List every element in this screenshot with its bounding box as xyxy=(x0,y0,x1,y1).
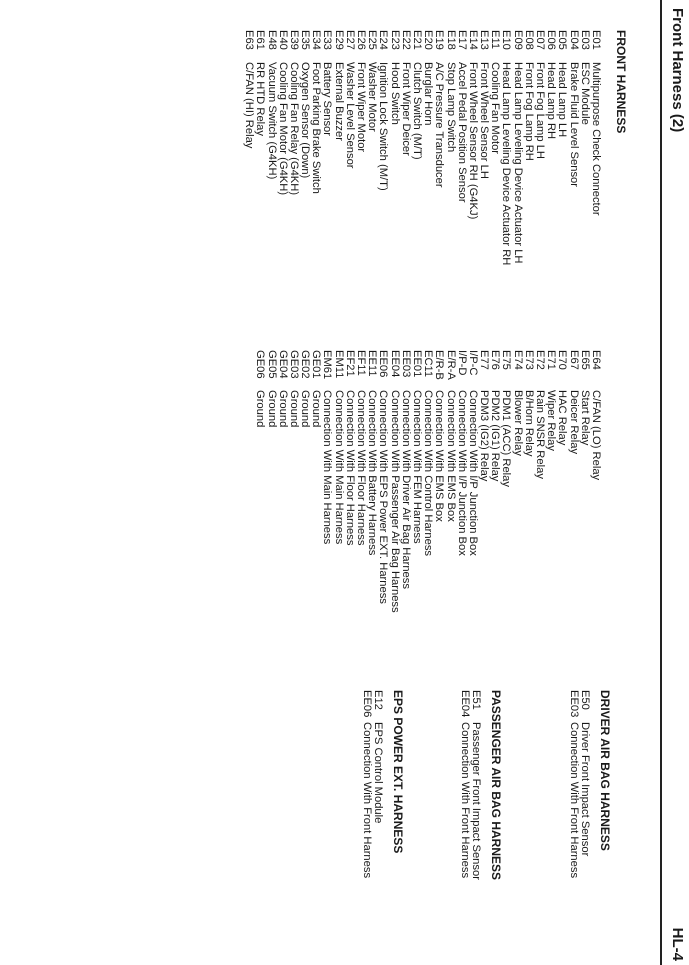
list-item xyxy=(545,350,556,660)
list-item xyxy=(344,350,355,660)
list-item xyxy=(478,350,489,660)
connector-description: Cooling Fan Relay (G4KH) xyxy=(287,62,300,196)
list-item xyxy=(489,30,500,360)
connector-code: E20 xyxy=(422,30,435,50)
header-band xyxy=(660,0,689,965)
list-item xyxy=(556,350,567,660)
connector-code: E04 xyxy=(567,30,580,50)
connector-description: Connection With Main Harness xyxy=(332,390,345,545)
connector-code: EE03 xyxy=(567,690,580,718)
connector-description: PDM2 (IG1) Relay xyxy=(489,390,502,482)
connector-code: E71 xyxy=(545,350,558,370)
connector-description: Ground xyxy=(310,390,323,428)
connector-description: Brake Fluid Level Sensor xyxy=(567,62,580,187)
connector-code: I/P-C xyxy=(466,350,479,376)
connector-code: E65 xyxy=(578,350,591,370)
connector-description: Front Wheel Sensor RH (G4KJ) xyxy=(466,62,479,220)
connector-code: EM61 xyxy=(321,350,334,380)
list-item xyxy=(433,350,444,660)
connector-code: E33 xyxy=(321,30,334,50)
list-item xyxy=(372,690,383,950)
connector-description: Hood Switch xyxy=(388,62,401,125)
list-item xyxy=(299,30,310,360)
connector-description: Connection With EMS Box xyxy=(433,390,446,522)
list-item xyxy=(545,30,556,360)
connector-code: GE05 xyxy=(265,350,278,379)
connector-description: Blower Relay xyxy=(511,390,524,456)
list-item xyxy=(254,350,265,660)
connector-code: EC11 xyxy=(422,350,435,378)
connector-code: E39 xyxy=(287,30,300,50)
connector-description: C/FAN (HI) Relay xyxy=(243,62,256,149)
connector-code: E18 xyxy=(444,30,457,50)
connector-code: E72 xyxy=(534,350,547,370)
passenger-air-bag-heading: PASSENGER AIR BAG HARNESS xyxy=(489,690,503,881)
list-item xyxy=(388,350,399,660)
connector-description: Ground xyxy=(276,390,289,428)
list-item xyxy=(310,350,321,660)
list-item xyxy=(590,30,601,360)
connector-description: Connection With Front Harness xyxy=(360,722,373,879)
list-item xyxy=(444,30,455,360)
connector-code: EE06 xyxy=(360,690,373,718)
connector-description: Connection With Control Harness xyxy=(422,390,435,557)
list-item xyxy=(567,30,578,360)
connector-description: Cooling Fan Motor xyxy=(489,62,502,155)
list-item xyxy=(333,350,344,660)
connector-code: E11 xyxy=(489,30,502,50)
page-title: Front Harness (2) xyxy=(669,8,686,133)
connector-description: Connection With Front Harness xyxy=(458,722,471,879)
front-harness-list-col1 xyxy=(243,30,601,360)
connector-code: E50 xyxy=(579,690,591,710)
front-harness-list-col2 xyxy=(254,350,601,660)
connector-code: E63 xyxy=(243,30,256,50)
list-item xyxy=(400,350,411,660)
connector-code: E40 xyxy=(276,30,289,50)
connector-code: E61 xyxy=(254,30,267,50)
list-item xyxy=(556,30,567,360)
list-item xyxy=(411,350,422,660)
connector-description: Wiper Relay xyxy=(545,390,558,451)
list-item xyxy=(277,350,288,660)
page-number: HL-4 xyxy=(669,927,686,961)
connector-description: Front Fog Lamp LH xyxy=(534,62,547,160)
connector-code: E73 xyxy=(522,350,535,370)
connector-description: PDM3 (IG2) Relay xyxy=(478,390,491,482)
connector-code: E12 xyxy=(372,690,384,710)
connector-description: C/FAN (LO) Relay xyxy=(590,390,602,481)
connector-description: Burglar Horn xyxy=(422,62,435,126)
connector-description: Deicer Relay xyxy=(567,390,580,455)
eps-power-ext-heading: EPS POWER EXT. HARNESS xyxy=(391,690,405,854)
connector-description: B/Horn Relay xyxy=(522,390,535,457)
connector-description: Head Lamp LH xyxy=(556,62,569,138)
list-item xyxy=(422,30,433,360)
connector-code: EE11 xyxy=(366,350,379,377)
connector-description: HAC Relay xyxy=(556,390,569,446)
connector-code: E08 xyxy=(522,30,535,50)
connector-description: Ground xyxy=(265,390,278,428)
list-item xyxy=(433,30,444,360)
connector-code: EF21 xyxy=(343,350,356,377)
connector-description: Head Lamp Leveling Device Actuator RH xyxy=(500,62,513,266)
connector-code: E19 xyxy=(433,30,446,50)
front-harness-heading: FRONT HARNESS xyxy=(614,30,628,134)
connector-description: Connection With EMS Box xyxy=(444,390,457,522)
connector-code: EM11 xyxy=(332,350,345,379)
connector-description: Connection With Floor Harness xyxy=(343,390,356,546)
list-item xyxy=(467,30,478,360)
connector-code: E/R-B xyxy=(433,350,446,380)
connector-code: GE04 xyxy=(276,350,289,379)
connector-code: GE03 xyxy=(287,350,300,379)
list-item xyxy=(467,350,478,660)
list-item xyxy=(388,30,399,360)
list-item xyxy=(568,690,579,950)
connector-description: Connection With Floor Harness xyxy=(355,390,368,546)
list-item xyxy=(523,30,534,360)
connector-description: RR HTD Relay xyxy=(254,62,267,136)
list-item xyxy=(265,350,276,660)
connector-description: Connection With EPS Power EXT. Harness xyxy=(377,390,390,604)
list-item xyxy=(512,30,523,360)
driver-air-bag-heading: DRIVER AIR BAG HARNESS xyxy=(598,690,612,851)
connector-description: EPS Control Module xyxy=(372,722,384,824)
connector-description: Front Wheel Sensor LH xyxy=(478,62,491,179)
connector-code: GE02 xyxy=(299,350,312,379)
connector-code: E01 xyxy=(590,30,602,50)
connector-code: GE01 xyxy=(310,350,323,379)
connector-description: Ground xyxy=(287,390,300,428)
list-item xyxy=(366,30,377,360)
list-item xyxy=(344,30,355,360)
list-item xyxy=(579,30,590,360)
list-item xyxy=(523,350,534,660)
list-item xyxy=(333,30,344,360)
list-item xyxy=(489,350,500,660)
list-item xyxy=(500,30,511,360)
connector-description: Battery Sensor xyxy=(321,62,334,136)
list-item xyxy=(377,350,388,660)
connector-description: Ignition Lock Switch (M/T) xyxy=(377,62,390,191)
connector-description: Multipurpose Check Connector xyxy=(590,62,602,216)
connector-description: Vacuum Switch (G4KH) xyxy=(265,62,278,180)
connector-description: A/C Pressure Transducer xyxy=(433,62,446,188)
list-item xyxy=(411,30,422,360)
connector-description: Cooling Fan Motor (G4KH) xyxy=(276,62,289,196)
list-item xyxy=(277,30,288,360)
list-item xyxy=(321,350,332,660)
list-item xyxy=(567,350,578,660)
connector-description: Connection With Battery Harness xyxy=(366,390,379,556)
connector-description: Connection With Driver Air Bag Harness xyxy=(399,390,412,589)
connector-description: Ground xyxy=(254,390,267,428)
connector-description: Connection With Front Harness xyxy=(567,722,580,879)
connector-code: EE03 xyxy=(399,350,412,378)
passenger-air-bag-list xyxy=(459,690,481,950)
list-item xyxy=(355,30,366,360)
connector-code: E05 xyxy=(556,30,569,50)
connector-code: E14 xyxy=(466,30,479,50)
connector-code: E70 xyxy=(556,350,569,370)
connector-code: E07 xyxy=(534,30,547,50)
list-item xyxy=(254,30,265,360)
connector-description: Head Lamp Leveling Device Actuator LH xyxy=(511,62,524,264)
list-item xyxy=(243,30,254,360)
list-item xyxy=(500,350,511,660)
connector-description: Front Fog Lamp RH xyxy=(522,62,535,161)
list-item xyxy=(456,350,467,660)
list-item xyxy=(422,350,433,660)
connector-description: Accel Pedal Position Sensor xyxy=(455,62,468,203)
connector-description: Head Lamp RH xyxy=(545,62,558,140)
connector-code: E/R-A xyxy=(444,350,457,380)
connector-code: E03 xyxy=(578,30,591,50)
connector-description: ESC Module xyxy=(578,62,591,125)
connector-code: E22 xyxy=(399,30,412,50)
list-item xyxy=(321,30,332,360)
connector-description: Foot Parking Brake Switch xyxy=(310,62,323,194)
list-item xyxy=(400,30,411,360)
connector-code: E27 xyxy=(343,30,356,50)
connector-description: Driver Front Impact Sensor xyxy=(579,722,591,857)
connector-code: E34 xyxy=(310,30,323,50)
list-item xyxy=(459,690,470,950)
connector-code: E23 xyxy=(388,30,401,50)
list-item xyxy=(366,350,377,660)
connector-code: E10 xyxy=(500,30,513,50)
connector-description: Clutch Switch (M/T) xyxy=(411,62,423,160)
connector-description: Oxygen Sensor (Down) xyxy=(299,62,312,179)
connector-code: E06 xyxy=(545,30,558,50)
connector-code: E09 xyxy=(511,30,524,50)
connector-code: E21 xyxy=(411,30,423,50)
connector-description: PDM1 (ACC) Relay xyxy=(500,390,513,487)
connector-code: EF11 xyxy=(355,350,368,376)
list-item xyxy=(310,30,321,360)
connector-description: Front Wiper Deicer xyxy=(399,62,412,156)
list-item xyxy=(288,350,299,660)
list-item xyxy=(534,30,545,360)
connector-code: E67 xyxy=(567,350,580,370)
list-item xyxy=(299,350,310,660)
connector-code: E35 xyxy=(299,30,312,50)
list-item xyxy=(361,690,372,950)
connector-description: Washer Level Sensor xyxy=(343,62,356,169)
driver-air-bag-list xyxy=(568,690,590,950)
connector-description: Passenger Front Impact Sensor xyxy=(470,722,482,880)
list-item xyxy=(478,30,489,360)
list-item xyxy=(579,350,590,660)
connector-code: E75 xyxy=(500,350,513,370)
list-item xyxy=(534,350,545,660)
connector-code: EE04 xyxy=(458,690,471,718)
list-item xyxy=(456,30,467,360)
connector-code: E26 xyxy=(355,30,368,50)
list-item xyxy=(444,350,455,660)
list-item xyxy=(512,350,523,660)
connector-code: E51 xyxy=(470,690,482,710)
connector-code: E13 xyxy=(478,30,491,50)
connector-description: Connection With I/P Junction Box xyxy=(466,390,479,556)
list-item xyxy=(470,690,481,950)
connector-code: E29 xyxy=(332,30,345,50)
connector-description: Rain SNSR Relay xyxy=(534,390,547,479)
connector-description: External Buzzer xyxy=(332,62,345,141)
connector-description: Connection With FEM Harness xyxy=(411,390,423,544)
list-item xyxy=(355,350,366,660)
connector-code: EE01 xyxy=(411,350,423,378)
connector-description: Connection With I/P Junction Box xyxy=(455,390,468,556)
connector-description: Washer Motor xyxy=(366,62,379,132)
list-item xyxy=(590,350,601,660)
connector-code: E74 xyxy=(511,350,524,370)
connector-description: Front Wiper Motor xyxy=(355,62,368,153)
list-item xyxy=(579,690,590,950)
connector-description: Ground xyxy=(299,390,312,428)
list-item xyxy=(265,30,276,360)
connector-description: Connection With Passenger Air Bag Harness xyxy=(388,390,401,613)
list-item xyxy=(288,30,299,360)
connector-code: I/P-D xyxy=(455,350,468,376)
connector-code: E77 xyxy=(478,350,491,370)
list-item xyxy=(377,30,388,360)
connector-description: Stop Lamp Switch xyxy=(444,62,457,153)
connector-code: EE04 xyxy=(388,350,401,378)
connector-code: E48 xyxy=(265,30,278,50)
connector-code: EE06 xyxy=(377,350,390,378)
connector-code: GE06 xyxy=(254,350,267,379)
eps-power-ext-list xyxy=(361,690,383,950)
connector-description: Connection With Main Harness xyxy=(321,390,334,545)
connector-code: E76 xyxy=(489,350,502,370)
connector-code: E25 xyxy=(366,30,379,50)
connector-code: E24 xyxy=(377,30,390,50)
connector-code: E17 xyxy=(455,30,468,50)
connector-description: Start Relay xyxy=(578,390,591,446)
connector-code: E64 xyxy=(590,350,602,370)
